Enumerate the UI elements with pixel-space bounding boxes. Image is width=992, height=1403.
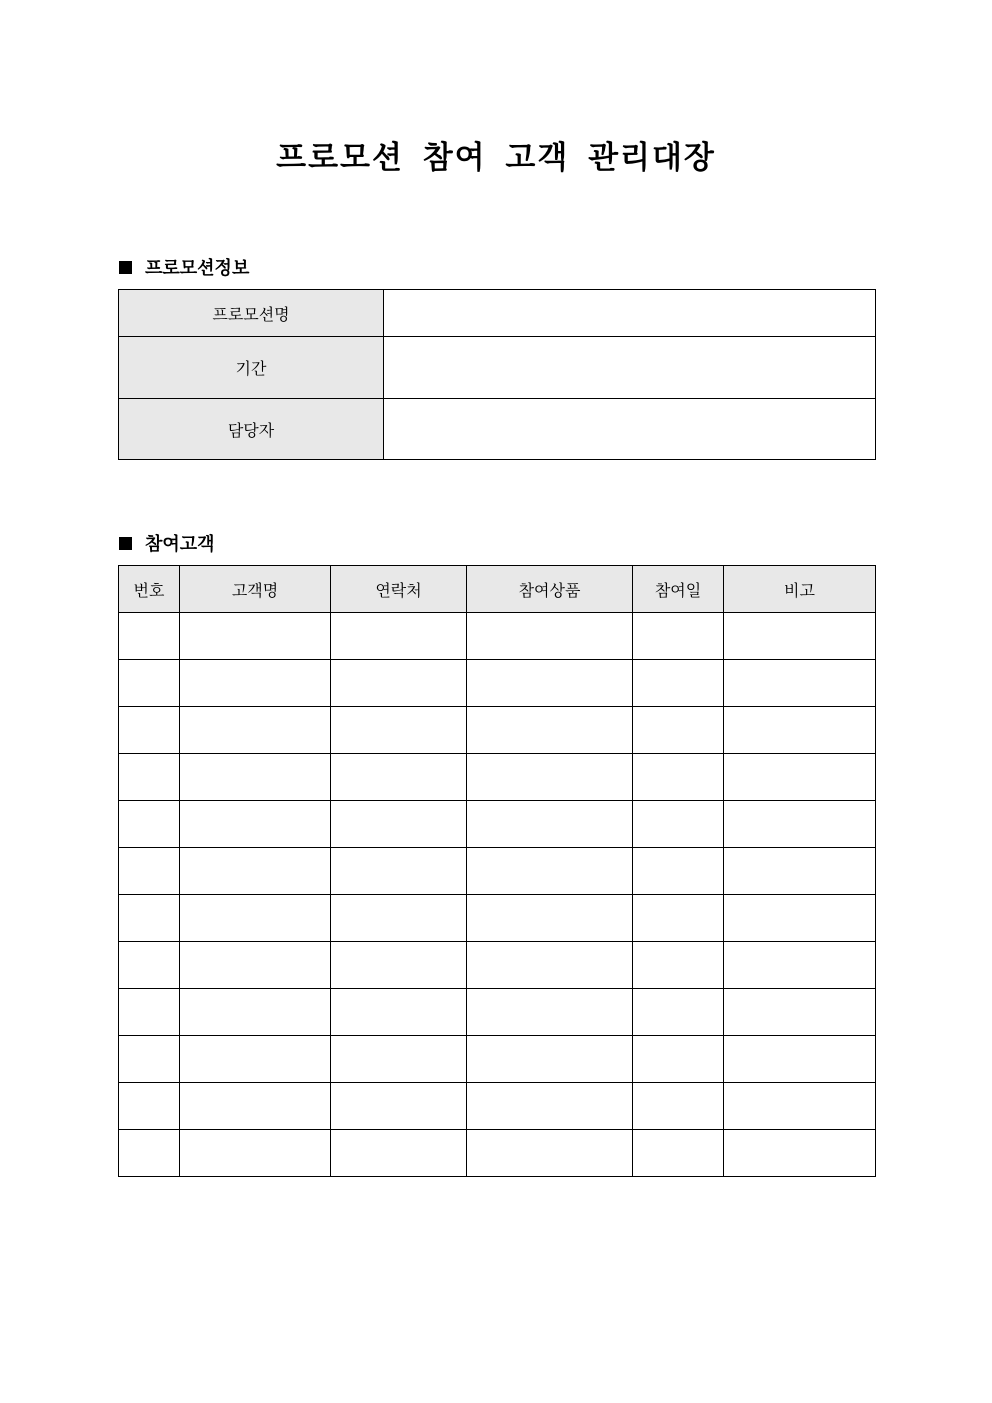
date-cell[interactable] [633,660,724,707]
date-cell[interactable] [633,848,724,895]
table-row [119,1130,876,1177]
date-cell[interactable] [633,754,724,801]
note-cell[interactable] [724,895,876,942]
promo-info-row [119,399,876,460]
table-row [119,707,876,754]
customer-table [118,565,876,1177]
promo-info-row [119,337,876,399]
column-header-contact: 연락처 [331,566,467,613]
date-cell[interactable] [633,707,724,754]
date-cell[interactable] [633,895,724,942]
date-cell[interactable] [633,1036,724,1083]
customer-name-cell[interactable] [180,660,331,707]
customer-name-cell[interactable] [180,1083,331,1130]
product-cell[interactable] [467,660,633,707]
customer-name-cell[interactable] [180,989,331,1036]
table-row [119,801,876,848]
column-header-number: 번호 [119,566,180,613]
square-bullet-icon [119,261,132,274]
customer-name-cell[interactable] [180,942,331,989]
promo-name-label: 프로모션명 [119,290,384,337]
date-cell[interactable] [633,1130,724,1177]
section-heading-label: 프로모션정보 [145,258,250,279]
column-header-product: 참여상품 [467,566,633,613]
product-cell[interactable] [467,613,633,660]
contact-cell[interactable] [331,707,467,754]
period-field[interactable] [384,337,876,399]
contact-cell[interactable] [331,1130,467,1177]
product-cell[interactable] [467,754,633,801]
note-cell[interactable] [724,942,876,989]
column-header-customer-name: 고객명 [180,566,331,613]
promo-info-table [118,289,876,460]
contact-cell[interactable] [331,1036,467,1083]
table-row [119,895,876,942]
page-title: 프로모션 참여 고객 관리대장 [276,140,716,176]
number-cell[interactable] [119,1036,180,1083]
table-row [119,660,876,707]
number-cell[interactable] [119,1130,180,1177]
note-cell[interactable] [724,613,876,660]
table-row [119,613,876,660]
product-cell[interactable] [467,1036,633,1083]
contact-cell[interactable] [331,613,467,660]
number-cell[interactable] [119,754,180,801]
product-cell[interactable] [467,1130,633,1177]
note-cell[interactable] [724,707,876,754]
note-cell[interactable] [724,660,876,707]
number-cell[interactable] [119,989,180,1036]
table-row [119,848,876,895]
number-cell[interactable] [119,801,180,848]
manager-label: 담당자 [119,399,384,460]
customer-name-cell[interactable] [180,801,331,848]
promo-info-row [119,290,876,337]
note-cell[interactable] [724,1130,876,1177]
customer-name-cell[interactable] [180,1036,331,1083]
number-cell[interactable] [119,848,180,895]
note-cell[interactable] [724,754,876,801]
table-row [119,989,876,1036]
promo-name-field[interactable] [384,290,876,337]
contact-cell[interactable] [331,848,467,895]
customer-name-cell[interactable] [180,848,331,895]
contact-cell[interactable] [331,754,467,801]
number-cell[interactable] [119,613,180,660]
table-row [119,1083,876,1130]
number-cell[interactable] [119,942,180,989]
manager-field[interactable] [384,399,876,460]
note-cell[interactable] [724,989,876,1036]
customer-table-header [119,566,876,613]
period-label: 기간 [119,337,384,399]
product-cell[interactable] [467,895,633,942]
column-header-note: 비고 [724,566,876,613]
date-cell[interactable] [633,989,724,1036]
note-cell[interactable] [724,1083,876,1130]
number-cell[interactable] [119,895,180,942]
number-cell[interactable] [119,707,180,754]
product-cell[interactable] [467,801,633,848]
note-cell[interactable] [724,848,876,895]
product-cell[interactable] [467,989,633,1036]
product-cell[interactable] [467,707,633,754]
section-heading-promo-info [119,254,249,280]
customer-name-cell[interactable] [180,754,331,801]
number-cell[interactable] [119,660,180,707]
contact-cell[interactable] [331,801,467,848]
note-cell[interactable] [724,1036,876,1083]
date-cell[interactable] [633,801,724,848]
column-header-date: 참여일 [633,566,724,613]
table-row [119,754,876,801]
product-cell[interactable] [467,942,633,989]
section-heading-label: 참여고객 [145,534,215,555]
product-cell[interactable] [467,1083,633,1130]
customer-name-cell[interactable] [180,895,331,942]
table-row [119,942,876,989]
contact-cell[interactable] [331,1083,467,1130]
contact-cell[interactable] [331,895,467,942]
customer-name-cell[interactable] [180,707,331,754]
section-heading-customers [119,530,215,556]
date-cell[interactable] [633,613,724,660]
contact-cell[interactable] [331,942,467,989]
date-cell[interactable] [633,1083,724,1130]
product-cell[interactable] [467,848,633,895]
number-cell[interactable] [119,1083,180,1130]
note-cell[interactable] [724,801,876,848]
contact-cell[interactable] [331,989,467,1036]
customer-name-cell[interactable] [180,1130,331,1177]
contact-cell[interactable] [331,660,467,707]
date-cell[interactable] [633,942,724,989]
table-row [119,1036,876,1083]
customer-name-cell[interactable] [180,613,331,660]
square-bullet-icon [119,537,132,550]
